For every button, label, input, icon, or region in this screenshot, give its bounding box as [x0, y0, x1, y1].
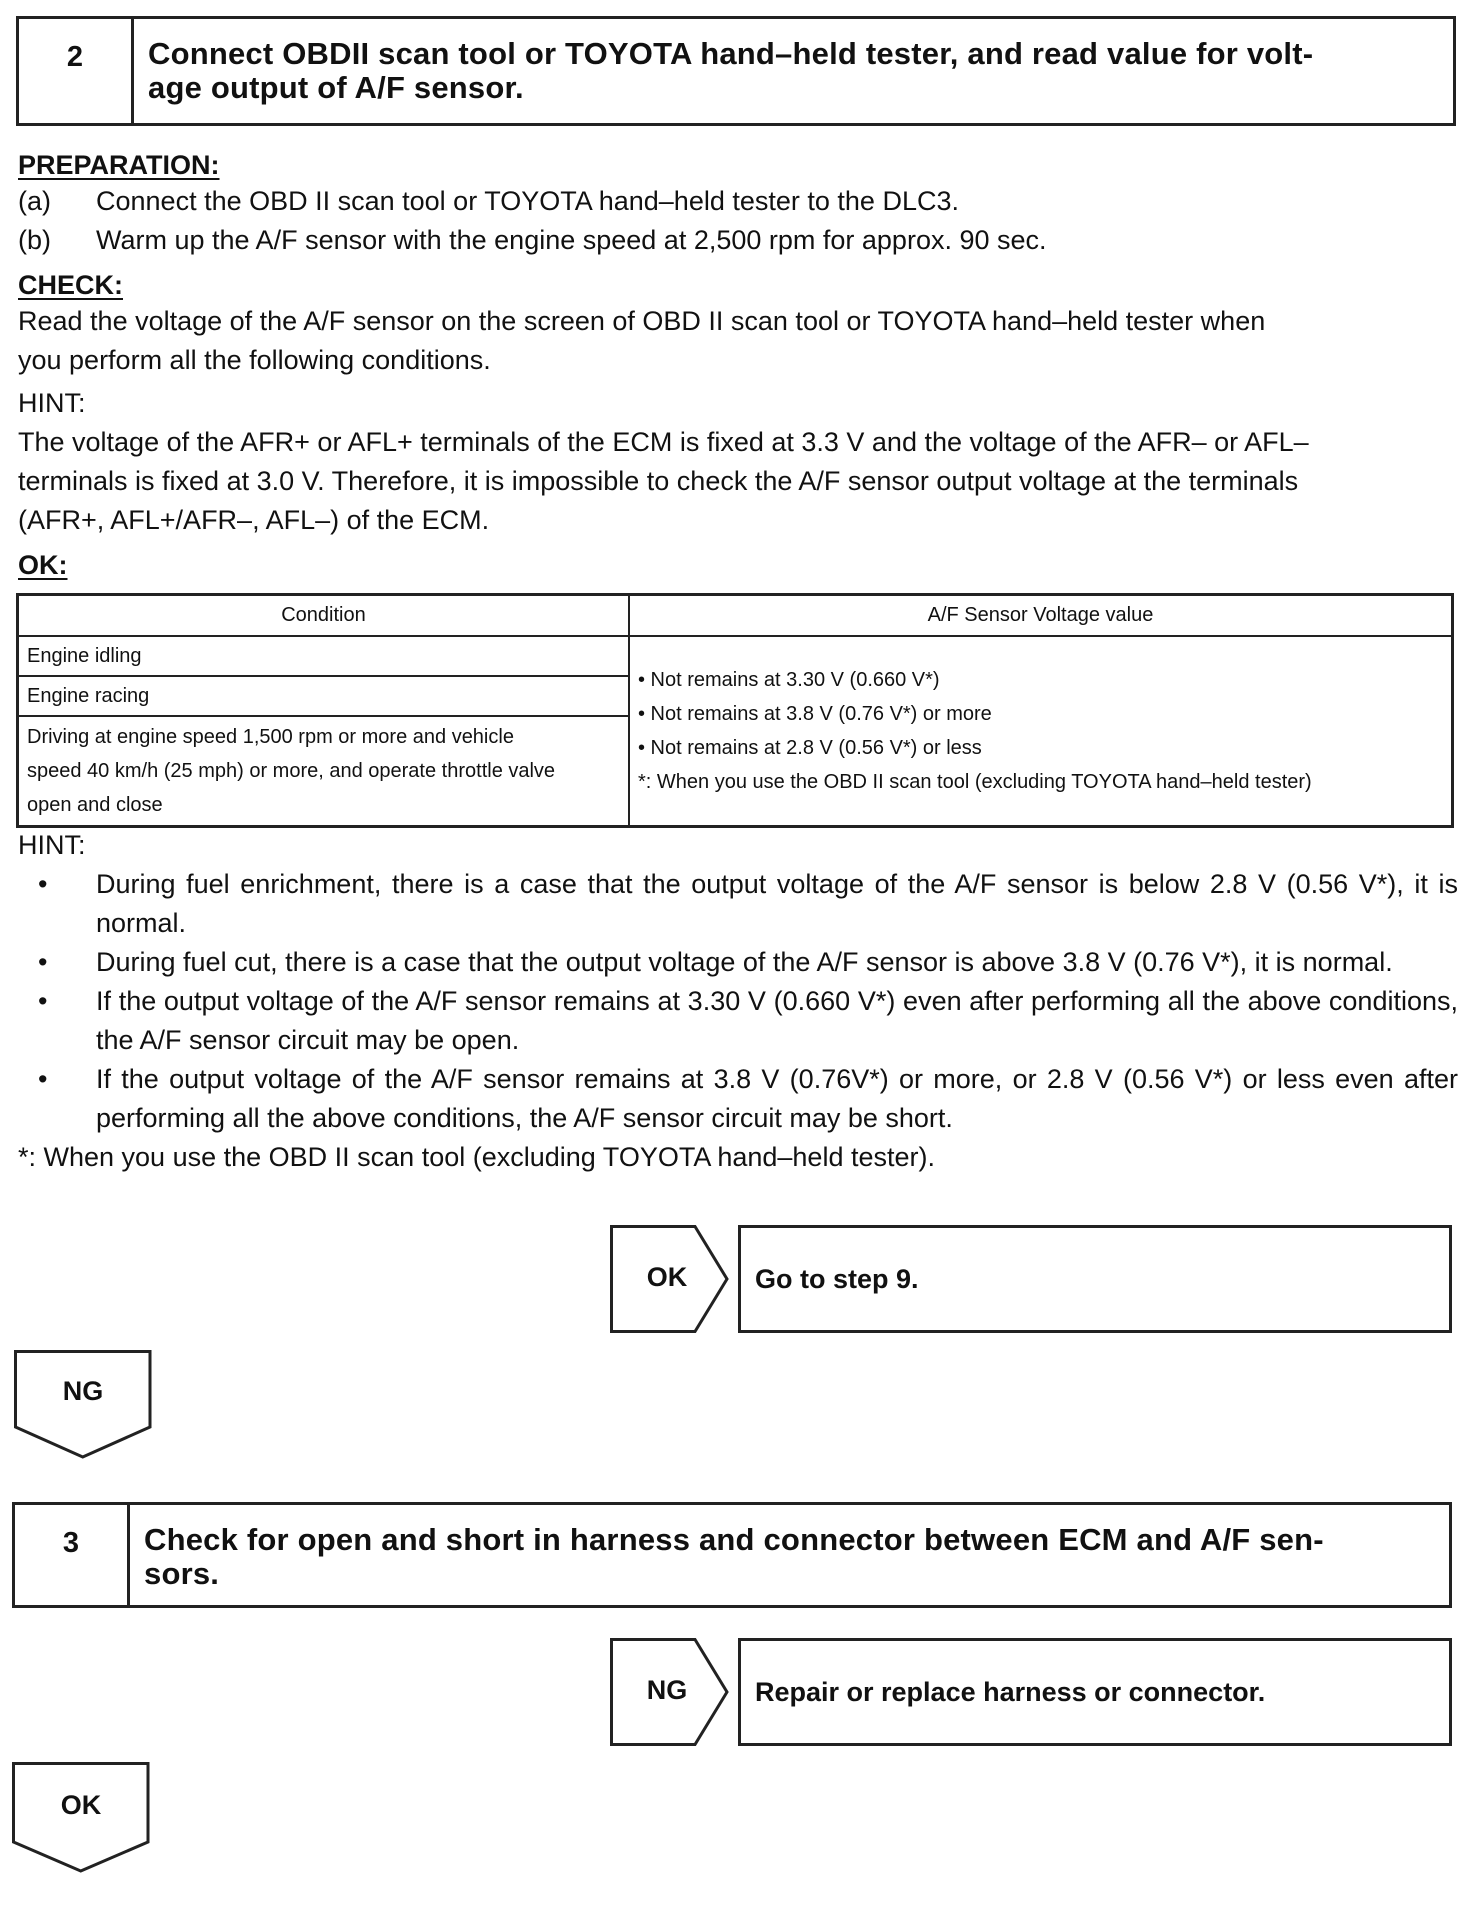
preparation-item-b-text: Warm up the A/F sensor with the engine speed at 2,500 rpm for approx. 90 sec.	[96, 225, 1047, 255]
condition-engine-idling: Engine idling	[18, 636, 630, 676]
hint-1-line-2: terminals is fixed at 3.0 V. Therefore, it is impossible to check the A/F sensor output voltage at the terminals	[18, 466, 1299, 496]
hint-2-section	[18, 826, 1458, 1177]
step-3-title	[130, 1505, 1449, 1605]
voltage-value-1: • Not remains at 3.30 V (0.660 V*)	[638, 669, 940, 691]
table-row	[18, 636, 1453, 676]
bullet-dot-icon: •	[38, 947, 48, 977]
preparation-item-b-key: (b)	[18, 225, 51, 255]
hint-2-bullet-1-text: During fuel enrichment, there is a case that the output voltage of the A/F sensor is below 2.8 V (0.56 V*), it is normal.	[96, 869, 1458, 938]
preparation-label: PREPARATION:	[18, 150, 220, 180]
check-label: CHECK:	[18, 270, 123, 300]
hint-1-section	[18, 384, 1458, 540]
ng-right-arrow-label: NG	[646, 1675, 688, 1705]
hint-2-label: HINT:	[18, 830, 86, 860]
preparation-item-a-text: Connect the OBD II scan tool or TOYOTA hand–held tester to the DLC3.	[96, 186, 959, 216]
step-3-title-line-1: Check for open and short in harness and connector between ECM and A/F sen-	[144, 1522, 1324, 1557]
voltage-values-cell	[629, 636, 1453, 827]
voltage-value-note: *: When you use the OBD II scan tool (excluding TOYOTA hand–held tester)	[638, 771, 1312, 793]
hint-2-bullet-4-text: If the output voltage of the A/F sensor remains at 3.8 V (0.76V*) or more, or 2.8 V (0.56 V*) or less even after performing all the above conditions, the A/F sensor circuit may be short.	[96, 1064, 1458, 1133]
table-header-voltage: A/F Sensor Voltage value	[629, 595, 1453, 637]
hint-2-bullet-3-text: If the output voltage of the A/F sensor remains at 3.30 V (0.660 V*) even after performing all the above conditions, the A/F sensor circuit may be open.	[96, 986, 1458, 1055]
condition-driving-line-2: speed 40 km/h (25 mph) or more, and operate throttle valve	[27, 760, 556, 782]
ok-arrow-label: OK	[646, 1262, 688, 1292]
voltage-value-2: • Not remains at 3.8 V (0.76 V*) or more	[638, 703, 992, 725]
check-line-2: you perform all the following conditions.	[18, 345, 491, 375]
hint-2-bullet-3	[18, 982, 1458, 1060]
repair-harness-box: Repair or replace harness or connector.	[738, 1638, 1452, 1746]
hint-1-line-3: (AFR+, AFL+/AFR–, AFL–) of the ECM.	[18, 505, 490, 535]
voltage-value-3: • Not remains at 2.8 V (0.56 V*) or less	[638, 737, 982, 759]
preparation-item-a-key: (a)	[18, 186, 51, 216]
step-2-title	[134, 19, 1453, 123]
bullet-dot-icon: •	[38, 869, 48, 899]
condition-engine-racing: Engine racing	[18, 676, 630, 716]
step-3-title-line-2: sors.	[144, 1556, 220, 1591]
bullet-dot-icon: •	[38, 1064, 48, 1094]
preparation-section	[18, 148, 1458, 260]
preparation-item-b	[18, 221, 1458, 260]
ng-arrow-label: NG	[62, 1376, 104, 1406]
bullet-dot-icon: •	[38, 986, 48, 1016]
hint-2-bullet-4	[18, 1060, 1458, 1138]
go-to-step-9-box: Go to step 9.	[738, 1225, 1452, 1333]
ok-down-arrow-label: OK	[60, 1790, 102, 1820]
hint-2-bullet-2	[18, 943, 1458, 982]
hint-2-bullet-1	[18, 865, 1458, 943]
step-3-header	[12, 1502, 1452, 1608]
step-2-title-line-2: age output of A/F sensor.	[148, 70, 524, 105]
table-header-row	[18, 595, 1453, 637]
preparation-item-a	[18, 182, 1458, 221]
condition-driving-line-1: Driving at engine speed 1,500 rpm or more and vehicle	[27, 726, 514, 748]
check-section	[18, 268, 1458, 380]
condition-driving	[18, 716, 630, 827]
hint-1-label: HINT:	[18, 388, 86, 418]
table-header-condition: Condition	[18, 595, 630, 637]
condition-driving-line-3: open and close	[27, 794, 163, 816]
step-2-title-line-1: Connect OBDII scan tool or TOYOTA hand–held tester, and read value for volt-	[148, 36, 1314, 71]
voltage-spec-table	[16, 593, 1454, 828]
step-3-number: 3	[15, 1505, 130, 1605]
hint-2-footnote: *: When you use the OBD II scan tool (excluding TOYOTA hand–held tester).	[18, 1142, 935, 1172]
ok-label: OK:	[18, 550, 68, 580]
step-2-number: 2	[19, 19, 134, 123]
hint-1-line-1: The voltage of the AFR+ or AFL+ terminals of the ECM is fixed at 3.3 V and the voltage of the AFR– or AFL–	[18, 427, 1309, 457]
hint-2-bullet-2-text: During fuel cut, there is a case that the output voltage of the A/F sensor is above 3.8 V (0.76 V*), it is normal.	[96, 947, 1393, 977]
step-2-header	[16, 16, 1456, 126]
check-line-1: Read the voltage of the A/F sensor on the screen of OBD II scan tool or TOYOTA hand–held tester when	[18, 306, 1266, 336]
